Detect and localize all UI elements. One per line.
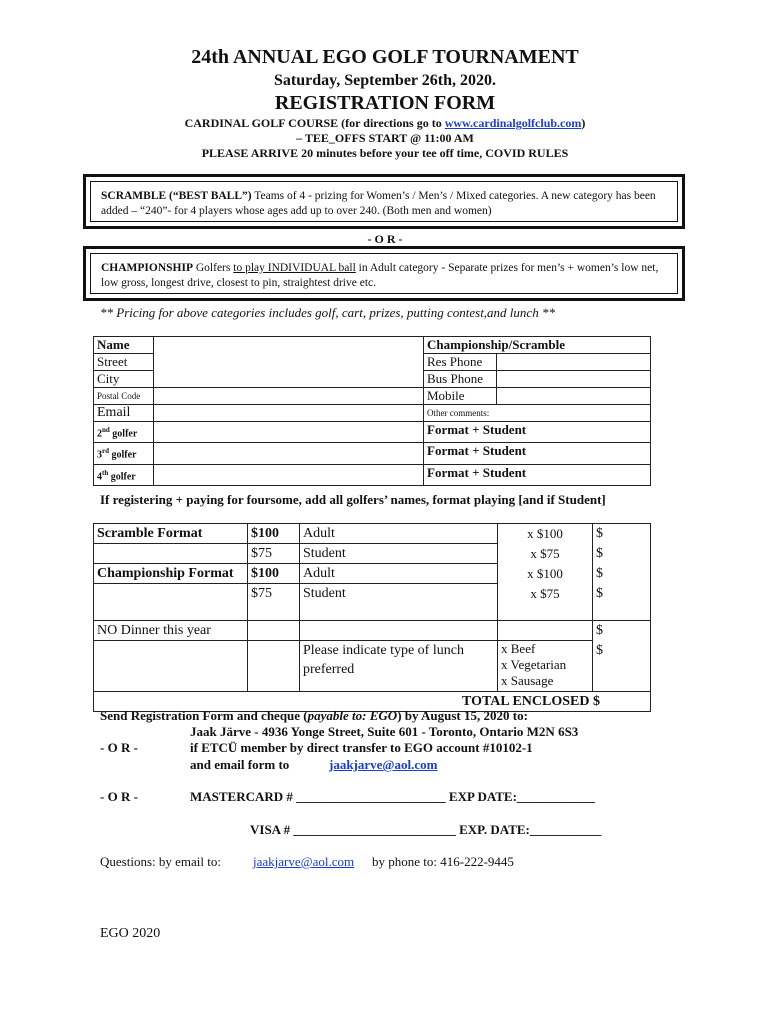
scramble-adult-amount[interactable]: $ <box>593 524 651 544</box>
questions-phone: by phone to: 416-222-9445 <box>372 854 514 869</box>
or-label-1: - O R - <box>100 740 138 755</box>
golfer-4-label: 4th golfer <box>94 464 154 485</box>
postal-code-label: Postal Code <box>94 388 154 405</box>
golfer-4-format: Format + Student <box>424 464 651 485</box>
golfer-3-label: 3rd golfer <box>94 443 154 464</box>
champ-scramble-label: Championship/Scramble <box>424 337 651 354</box>
email-form-label: and email form to <box>190 757 290 772</box>
total-enclosed[interactable]: TOTAL ENCLOSED $ <box>94 692 651 712</box>
championship-student-price: $75 <box>248 584 300 621</box>
championship-adult-label: Adult <box>300 564 498 584</box>
lunch-amount[interactable]: $ <box>593 641 651 692</box>
email-field[interactable] <box>154 405 424 422</box>
tee-off-time: – TEE_OFFS START @ 11:00 AM <box>296 131 474 145</box>
scramble-adult-label: Adult <box>300 524 498 544</box>
street-label: Street <box>94 354 154 371</box>
golfer-2-field[interactable] <box>154 422 424 443</box>
fee-table <box>93 523 651 712</box>
no-dinner-label: NO Dinner this year <box>94 621 248 641</box>
pricing-note: ** Pricing for above categories includes golf, cart, prizes, putting contest,and lunch ** <box>100 305 555 320</box>
course-line: CARDINAL GOLF COURSE (for directions go to www.cardinalgolfclub.com) <box>184 116 586 130</box>
form-title: REGISTRATION FORM <box>274 92 496 114</box>
golfer-3-format: Format + Student <box>424 443 651 464</box>
bus-phone-field[interactable] <box>497 371 651 388</box>
lunch-note: Please indicate type of lunch preferred <box>300 641 498 692</box>
res-phone-field[interactable] <box>497 354 651 371</box>
visa-field[interactable]: VISA # _________________________ EXP. DATE:___________ <box>250 822 602 837</box>
scramble-student-label: Student <box>300 544 498 564</box>
foursome-note: If registering + paying for foursome, add all golfers’ names, format playing [and if Student] <box>100 492 606 507</box>
championship-text: CHAMPIONSHIP Golfers to play INDIVIDUAL ball in Adult category - Separate prizes for men’s + women’s low net, low gross, longest drive, closest to pin, straightest drive etc. <box>101 262 659 289</box>
championship-student-qty[interactable]: x $75 <box>498 584 593 621</box>
lunch-sausage[interactable]: x Sausage <box>501 673 554 688</box>
etcu-transfer: if ETCÜ member by direct transfer to EGO account #10102-1 <box>190 740 533 755</box>
questions-label: Questions: by email to: <box>100 854 221 869</box>
lunch-beef[interactable]: x Beef <box>501 641 536 656</box>
send-instructions: Send Registration Form and cheque (payable to: EGO) by August 15, 2020 to: <box>100 708 528 723</box>
scramble-student-qty[interactable]: x $75 <box>498 544 593 564</box>
mobile-label: Mobile <box>424 388 497 405</box>
course-link[interactable]: www.cardinalgolfclub.com <box>444 116 582 130</box>
championship-student-amount[interactable]: $ <box>593 584 651 621</box>
golfer-2-format: Format + Student <box>424 422 651 443</box>
tournament-title: 24th ANNUAL EGO GOLF TOURNAMENT <box>191 46 579 68</box>
championship-adult-price: $100 <box>248 564 300 584</box>
city-label: City <box>94 371 154 388</box>
championship-box <box>83 246 685 301</box>
dinner-amount: $ <box>593 621 651 641</box>
championship-adult-amount[interactable]: $ <box>593 564 651 584</box>
footer-label: EGO 2020 <box>100 926 161 941</box>
golfer-4-field[interactable] <box>154 464 424 485</box>
lunch-options[interactable] <box>498 641 593 692</box>
scramble-format-label: Scramble Format <box>94 524 248 544</box>
tournament-date: Saturday, September 26th, 2020. <box>274 72 496 89</box>
questions-email-link[interactable]: jaakjarve@aol.com <box>253 854 355 869</box>
arrive-note: PLEASE ARRIVE 20 minutes before your tee off time, COVID RULES <box>201 146 569 160</box>
lunch-vegetarian[interactable]: x Vegetarian <box>501 657 567 672</box>
golfer-3-field[interactable] <box>154 443 424 464</box>
scramble-student-amount[interactable]: $ <box>593 544 651 564</box>
championship-student-label: Student <box>300 584 498 621</box>
scramble-student-price: $75 <box>248 544 300 564</box>
mobile-field[interactable] <box>497 388 651 405</box>
name-address-field[interactable] <box>154 337 424 388</box>
scramble-adult-qty[interactable]: x $100 <box>498 524 593 544</box>
mastercard-field[interactable]: MASTERCARD # _______________________ EXP DATE:____________ <box>190 789 595 804</box>
bus-phone-label: Bus Phone <box>424 371 497 388</box>
res-phone-label: Res Phone <box>424 354 497 371</box>
name-label: Name <box>94 337 154 354</box>
scramble-box <box>83 174 685 229</box>
registration-table <box>93 336 651 486</box>
or-label-2: - O R - <box>100 789 138 804</box>
scramble-text: SCRAMBLE (“BEST BALL”) Teams of 4 - prizing for Women’s / Men’s / Mixed categories. A new category has been added – “240”- for 4 players whose ages add up to over 240. (Both men and women) <box>101 190 656 217</box>
golfer-2-label: 2nd golfer <box>94 422 154 443</box>
mailing-address: Jaak Järve - 4936 Yonge Street, Suite 601 - Toronto, Ontario M2N 6S3 <box>190 724 579 739</box>
or-divider: - O R - <box>367 232 403 246</box>
other-comments-field[interactable]: Other comments: <box>424 405 651 422</box>
email-label: Email <box>94 405 154 422</box>
postal-code-field[interactable] <box>154 388 424 405</box>
scramble-adult-price: $100 <box>248 524 300 544</box>
payment-email-link[interactable]: jaakjarve@aol.com <box>329 757 438 772</box>
championship-adult-qty[interactable]: x $100 <box>498 564 593 584</box>
championship-format-label: Championship Format <box>94 564 248 584</box>
